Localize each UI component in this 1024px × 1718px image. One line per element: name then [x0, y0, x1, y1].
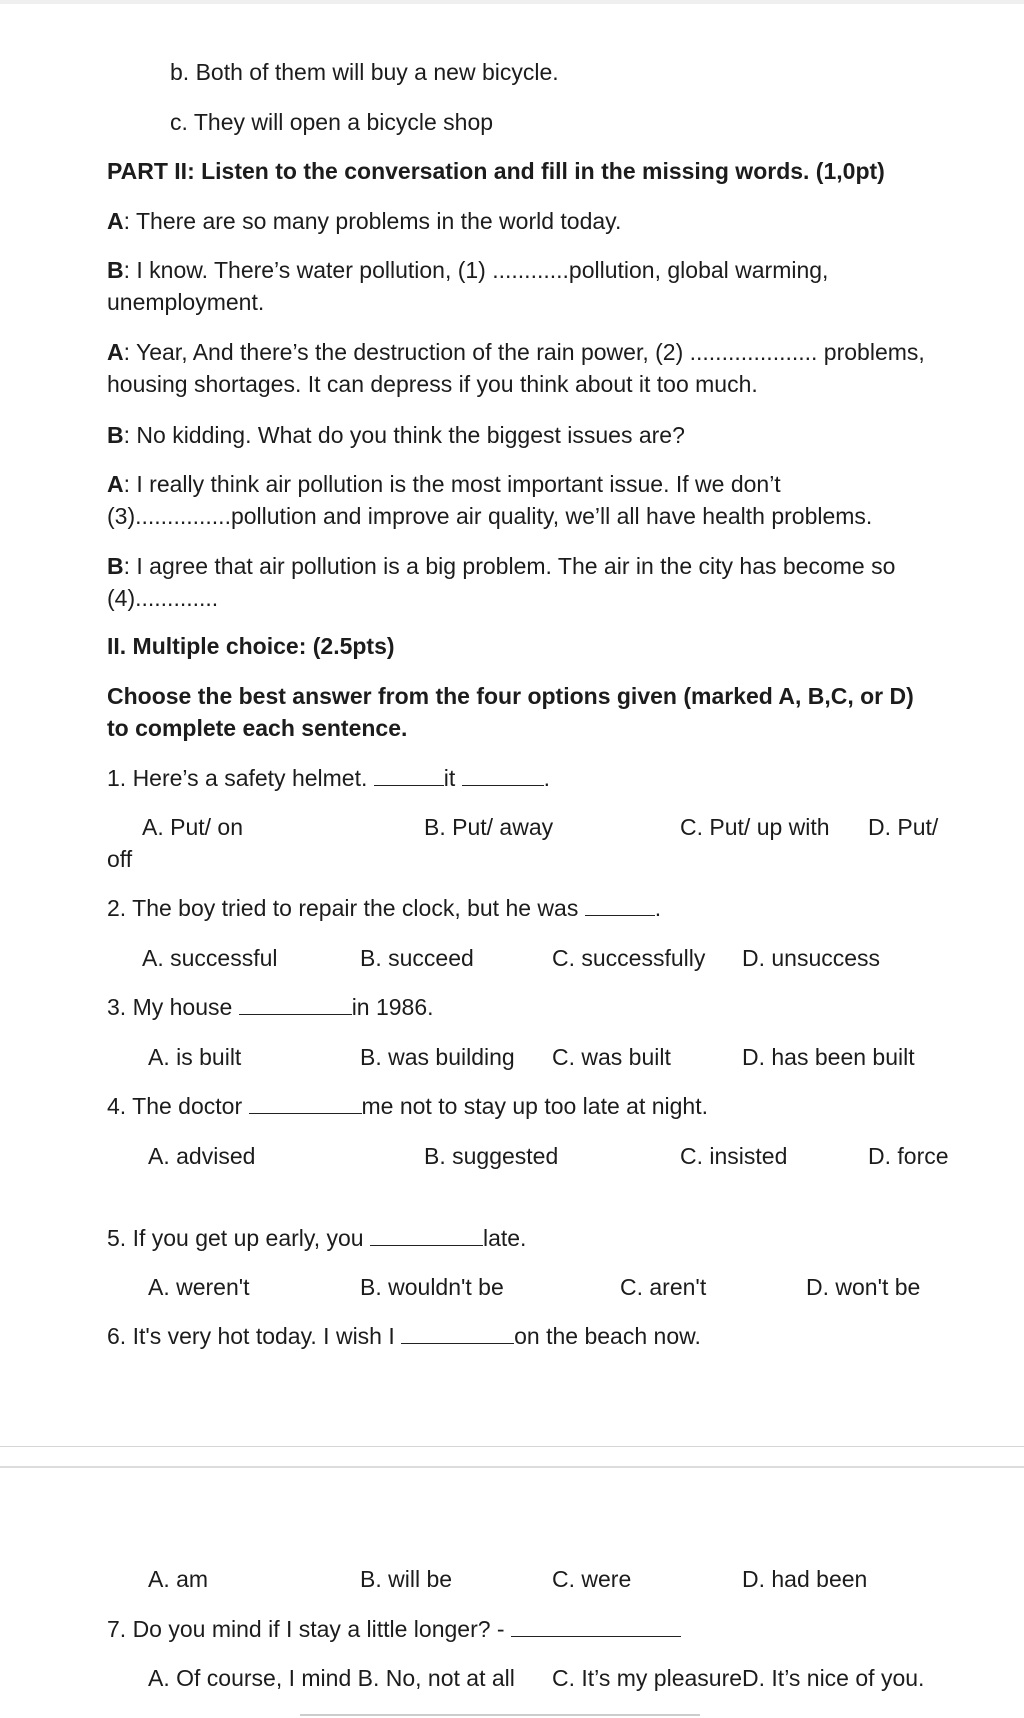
dialogue-line-5: A: I really think air pollution is the most important issue. If we don’t — [107, 471, 781, 497]
bottom-cut-line — [300, 1714, 700, 1716]
speaker: B — [107, 422, 124, 448]
mc-instruction: Choose the best answer from the four options given (marked A, B,C, or D) — [107, 683, 914, 709]
page-break-line — [0, 1466, 1024, 1468]
q1-option-d-wrap: off — [107, 846, 133, 872]
q2-option-a: A. successful — [142, 945, 278, 971]
question-1: 1. Here’s a safety helmet. it . — [107, 765, 551, 791]
answer-blank — [370, 1225, 483, 1246]
dialogue-line-6-cont: (4)............. — [107, 585, 219, 611]
q5-option-c: C. aren't — [620, 1274, 707, 1300]
question-4: 4. The doctor me not to stay up too late at night. — [107, 1093, 708, 1119]
top-band — [0, 0, 1024, 4]
q6-option-a: A. am — [148, 1566, 209, 1592]
answer-blank — [249, 1093, 362, 1114]
q5-option-b: B. wouldn't be — [360, 1274, 504, 1300]
q6-option-d: D. had been — [742, 1566, 868, 1592]
answer-blank — [462, 765, 544, 786]
dialogue-line-3-cont: housing shortages. It can depress if you think about it too much. — [107, 371, 758, 397]
q1-option-c: C. Put/ up with — [680, 814, 830, 840]
speaker: B — [107, 257, 124, 283]
q2-option-d: D. unsuccess — [742, 945, 881, 971]
answer-blank — [374, 765, 444, 786]
question-2: 2. The boy tried to repair the clock, but he was . — [107, 895, 662, 921]
question-7: 7. Do you mind if I stay a little longer? - — [107, 1615, 681, 1643]
q6-option-c: C. were — [552, 1566, 632, 1592]
q1-option-b: B. Put/ away — [424, 814, 554, 840]
dialogue-line-5-cont: (3)...............pollution and improve air quality, we’ll all have health problems. — [107, 503, 873, 529]
q4-option-a: A. advised — [148, 1143, 256, 1169]
q4-option-d: D. force — [868, 1143, 949, 1169]
prev-option-b: b. Both of them will buy a new bicycle. — [170, 59, 559, 85]
answer-blank — [239, 994, 352, 1015]
page-break-line — [0, 1446, 1024, 1447]
q7-options-cd: C. It’s my pleasureD. It’s nice of you. — [552, 1665, 925, 1691]
prev-option-c: c. They will open a bicycle shop — [170, 109, 494, 135]
answer-blank — [401, 1323, 514, 1344]
q2-option-b: B. succeed — [360, 945, 474, 971]
q3-option-a: A. is built — [148, 1044, 242, 1070]
mc-instruction-cont: to complete each sentence. — [107, 715, 408, 741]
q4-option-c: C. insisted — [680, 1143, 788, 1169]
question-5: 5. If you get up early, you late. — [107, 1225, 527, 1251]
q3-option-c: C. was built — [552, 1044, 671, 1070]
q5-option-a: A. weren't — [148, 1274, 250, 1300]
dialogue-line-2: B: I know. There’s water pollution, (1) ............pollution, global warming, — [107, 257, 829, 283]
answer-blank — [585, 895, 655, 916]
question-6: 6. It's very hot today. I wish I on the beach now. — [107, 1323, 701, 1349]
q3-option-d: D. has been built — [742, 1044, 915, 1070]
speaker: A — [107, 339, 124, 365]
q7-options-ab: A. Of course, I mind B. No, not at all — [148, 1665, 515, 1691]
dialogue-line-1: A: There are so many problems in the world today. — [107, 208, 622, 234]
q2-option-c: C. successfully — [552, 945, 706, 971]
dialogue-line-2-cont: unemployment. — [107, 289, 265, 315]
answer-blank — [511, 1616, 681, 1637]
q5-option-d: D. won't be — [806, 1274, 921, 1300]
question-3: 3. My house in 1986. — [107, 994, 434, 1020]
q4-option-b: B. suggested — [424, 1143, 559, 1169]
dialogue-line-3: A: Year, And there’s the destruction of the rain power, (2) .................... problems, — [107, 339, 925, 365]
q6-option-b: B. will be — [360, 1566, 453, 1592]
q1-option-a: A. Put/ on — [142, 814, 244, 840]
speaker: A — [107, 208, 124, 234]
mc-heading: II. Multiple choice: (2.5pts) — [107, 633, 395, 659]
q3-option-b: B. was building — [360, 1044, 515, 1070]
dialogue-line-4: B: No kidding. What do you think the biggest issues are? — [107, 422, 685, 448]
speaker: A — [107, 471, 124, 497]
dialogue-line-6: B: I agree that air pollution is a big problem. The air in the city has become so — [107, 553, 896, 579]
speaker: B — [107, 553, 124, 579]
part2-heading: PART II: Listen to the conversation and fill in the missing words. (1,0pt) — [107, 158, 885, 184]
q1-option-d: D. Put/ — [868, 814, 939, 840]
